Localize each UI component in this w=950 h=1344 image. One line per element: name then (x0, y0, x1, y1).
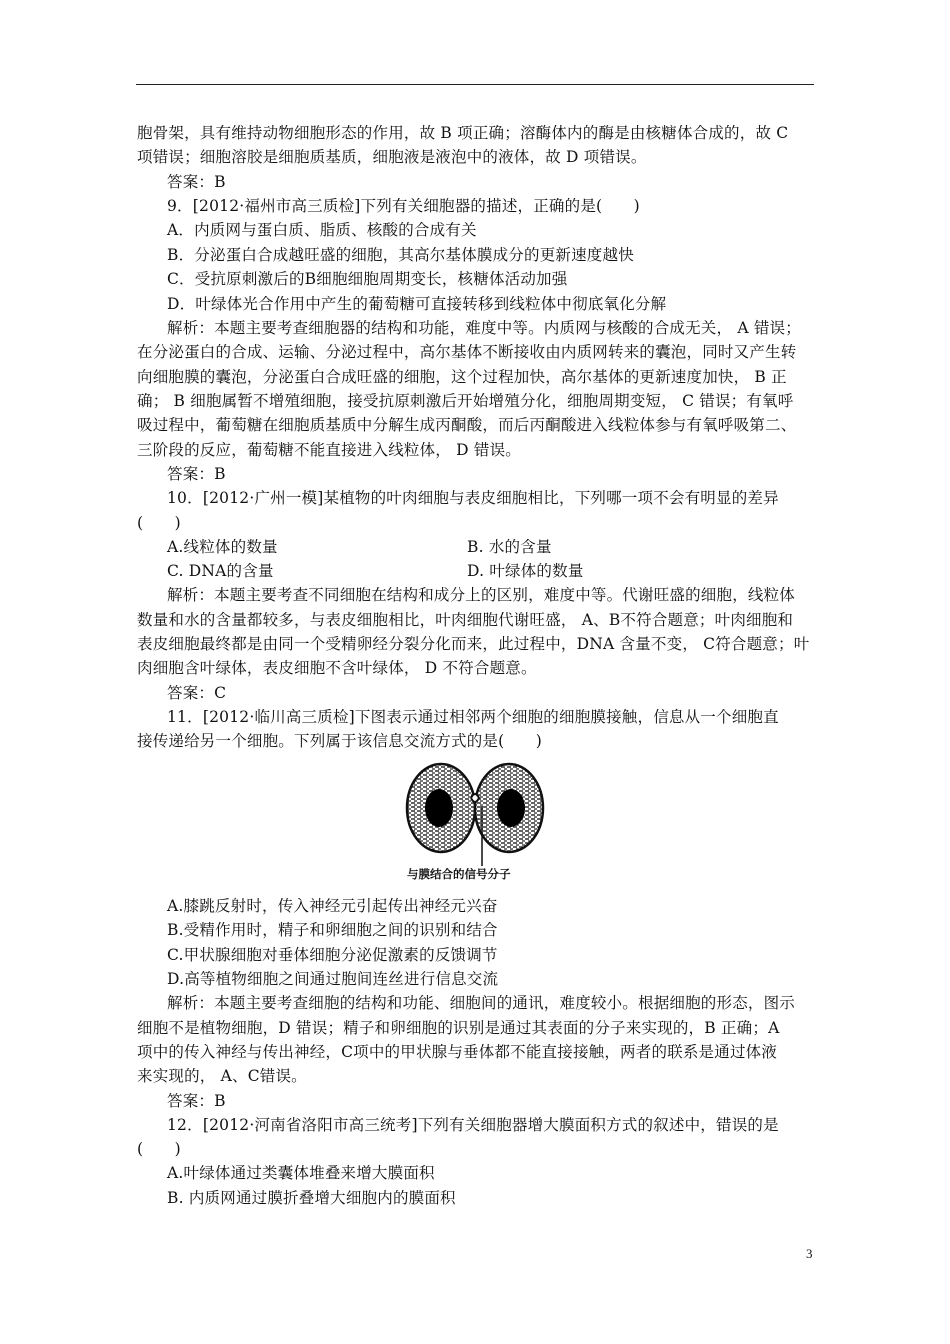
page-number: 3 (806, 1246, 813, 1261)
question-12-option-b: B. 内质网通过膜折叠增大细胞内的膜面积 (167, 1189, 456, 1207)
analysis-line: 项中的传入神经与传出神经，C项中的甲状腺与垂体都不能直接接触，两者的联系是通过体液 (137, 1043, 778, 1061)
question-12-paren: ( ) (137, 1140, 181, 1158)
analysis-line: 数量和水的含量都较多，与表皮细胞相比，叶肉细胞代谢旺盛， A、B不符合题意；叶肉细胞和 (137, 611, 794, 629)
answer-line: 答案：B (167, 173, 226, 191)
two-cells-figure (405, 762, 545, 882)
question-10-option-a: A.线粒体的数量 (167, 538, 278, 556)
nucleus-right (497, 789, 525, 827)
analysis-line: 向细胞膜的囊泡，分泌蛋白合成旺盛的细胞，这个过程加快，高尔基体的更新速度加快， B 正 (137, 368, 787, 386)
answer-line: 答案：B (167, 1092, 226, 1110)
analysis-line: 细胞不是植物细胞，D 错误；精子和卵细胞的识别是通过其表面的分子来实现的，B 正确；A (137, 1019, 780, 1037)
analysis-line: 解析：本题主要考查不同细胞在结构和成分上的区别，难度中等。代谢旺盛的细胞，线粒体 (167, 586, 796, 604)
analysis-line: 来实现的， A、C错误。 (137, 1067, 307, 1085)
question-10-paren: ( ) (137, 514, 181, 532)
question-11-option-a: A.膝跳反射时，传入神经元引起传出神经元兴奋 (167, 897, 498, 915)
analysis-line: 解析：本题主要考查细胞器的结构和功能，难度中等。内质网与核酸的合成无关， A 错误； (167, 319, 801, 337)
answer-line: 答案：B (167, 465, 226, 483)
answer-line: 答案：C (167, 684, 227, 702)
question-12-stem: 12．[2012·河南省洛阳市高三统考]下列有关细胞器增大膜面积方式的叙述中，错误的是 (167, 1116, 779, 1134)
question-11-stem: 11．[2012·临川高三质检]下图表示通过相邻两个细胞的细胞膜接触，信息从一个细胞直 (167, 708, 779, 726)
question-9-stem: 9．[2012·福州市高三质检]下列有关细胞器的描述，正确的是( ) (167, 197, 640, 215)
text-line: 胞骨架，具有维持动物细胞形态的作用，故 B 项正确；溶酶体内的酶是由核糖体合成的，故 C (137, 124, 789, 142)
analysis-line: 在分泌蛋白的合成、运输、分泌过程中，高尔基体不断接收由内质网转来的囊泡，同时又产生转 (137, 343, 797, 361)
analysis-line: 肉细胞含叶绿体，表皮细胞不含叶绿体， D 不符合题意。 (137, 659, 537, 677)
question-9-option-c: C．受抗原刺激后的B细胞细胞周期变长，核糖体活动加强 (167, 270, 568, 288)
analysis-line: 三阶段的反应，葡萄糖不能直接进入线粒体， D 错误。 (137, 441, 521, 459)
question-10-option-b: B. 水的含量 (467, 538, 552, 556)
question-11-option-d: D.高等植物细胞之间通过胞间连丝进行信息交流 (167, 970, 499, 988)
analysis-line: 确； B 细胞属暂不增殖细胞，接受抗原刺激后开始增殖分化，细胞周期变短， C 错误；有氧呼 (137, 392, 794, 410)
question-12-option-a: A.叶绿体通过类囊体堆叠来增大膜面积 (167, 1164, 435, 1182)
question-10-stem: 10．[2012·广州一模]某植物的叶肉细胞与表皮细胞相比，下列哪一项不会有明显的差异 (167, 489, 779, 507)
nucleus-left (425, 789, 453, 827)
text-line: 项错误；细胞溶胶是细胞质基质，细胞液是液泡中的液体，故 D 项错误。 (137, 148, 647, 166)
figure-caption: 与膜结合的信号分子 (407, 867, 511, 881)
question-9-option-a: A．内质网与蛋白质、脂质、核酸的合成有关 (167, 221, 477, 239)
question-11-option-b: B.受精作用时，精子和卵细胞之间的识别和结合 (167, 921, 498, 939)
question-11-option-c: C.甲状腺细胞对垂体细胞分泌促激素的反馈调节 (167, 946, 498, 964)
analysis-line: 表皮细胞最终都是由同一个受精卵经分裂分化而来，此过程中，DNA 含量不变， C符合题意；叶 (137, 635, 810, 653)
question-10-option-d: D. 叶绿体的数量 (467, 562, 584, 580)
analysis-line: 解析：本题主要考查细胞的结构和功能、细胞间的通讯，难度较小。根据细胞的形态，图示 (167, 994, 796, 1012)
question-9-option-b: B．分泌蛋白合成越旺盛的细胞，其高尔基体膜成分的更新速度越快 (167, 246, 634, 264)
signal-molecule (471, 794, 479, 802)
header-rule (136, 84, 814, 85)
analysis-line: 吸过程中，葡萄糖在细胞质基质中分解生成丙酮酸，而后丙酮酸进入线粒体参与有氧呼吸第二、 (137, 416, 797, 434)
question-11-stem-cont: 接传递给另一个细胞。下列属于该信息交流方式的是( ) (137, 732, 542, 750)
question-9-option-d: D．叶绿体光合作用中产生的葡萄糖可直接转移到线粒体中彻底氧化分解 (167, 295, 667, 313)
question-10-option-c: C. DNA的含量 (167, 562, 274, 580)
